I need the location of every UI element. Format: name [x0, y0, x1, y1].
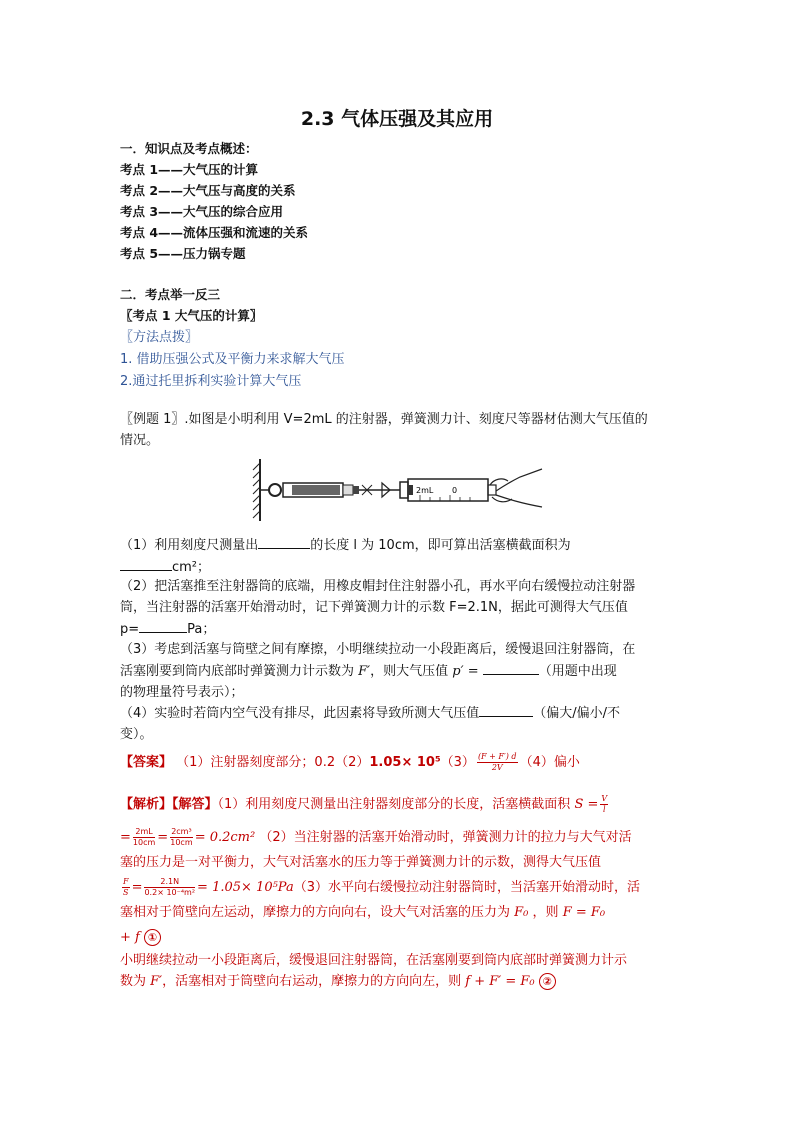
topic-heading: 〖考点 1 大气压的计算〗 [120, 308, 263, 323]
syringe-figure [250, 455, 550, 525]
method-item: 2.通过托里拆利实验计算大气压 [120, 374, 302, 389]
answer-label: 【答案】 [120, 755, 173, 770]
answer-block: 【答案】 （1）注射器刻度部分；0.2（2）1.05× 10⁵（3） $\frac{(F + F') d}{2V}$ （4）偏小 [120, 752, 580, 772]
topic-item: 考点 4——流体压强和流速的关系 [120, 225, 309, 240]
question-1: （1）利用刻度尺测量出 的长度 l 为 10cm，即可算出活塞横截面积为 cm²； [120, 534, 676, 578]
question-4: （4）实验时若筒内空气没有排尽，此因素将导致所测大气压值 （偏大/偏小/不 变）。 [120, 702, 676, 745]
section2-heading: 二．考点举一反三 [120, 287, 221, 302]
section1-heading: 一．知识点及考点概述： [120, 141, 258, 156]
question-2: （2）把活塞推至注射器筒的底端，用橡皮帽封住注射器小孔，再水平向右缓慢拉动注射器 筒，当注射器的活塞开始滑动时，记下弹簧测力计的示数 F=2.1N，据此可测得大气压值 p= Pa； [120, 579, 636, 637]
topic-item: 考点 3——大气压的综合应用 [120, 204, 284, 219]
circled-2: ② [539, 973, 556, 990]
topic-item: 考点 1——大气压的计算 [120, 162, 259, 177]
circled-1: ① [144, 929, 161, 946]
analysis-label: 【解析】【解答】 [120, 797, 218, 812]
method-heading: 〖方法点拨〗 [120, 330, 199, 345]
topic-item: 考点 5——压力锅专题 [120, 246, 246, 261]
analysis-block: 【解析】【解答】（1）利用刻度尺测量出注射器刻度部分的长度，活塞横截面积 S = $\frac{V}{l}$ = $\frac{2mL}{10cm}$ = $\frac{\text{2cm³}}{10cm}$ = 0.2cm² （2）当注射器的活塞开始滑动时，弹簧测力计的拉力与大气对活 塞的压力是一对平衡力，大气对活塞水的压力等于弹簧测力计的示数，测得大气压值 $\frac{F}{S}$ = $\frac{2.1N}{\text{0.2× 10⁻⁴m²}}$ = 1.05× 10⁵Pa（3）水平向右缓慢拉动注射器筒时，当活塞开始滑动时，活 塞相对于简壁向左运动，摩擦力的方向向右，设大气对活塞的压力为 F₀ ，则 F = F₀ + f ① 小明继续拉动一小段距离后，缓慢退回注射器筒，在活塞刚要到筒内底部时弹簧测力计示 数为 F′，活塞相对于筒壁向右运动，摩擦力的方向向左，则 f + F′ = F₀ ② [120, 794, 640, 989]
syringe-volume-label: 2mL [416, 486, 434, 495]
page-title: 2.3 气体压强及其应用 [300, 108, 494, 130]
topic-item: 考点 2——大气压与高度的关系 [120, 183, 296, 198]
syringe-zero-label: 0 [452, 486, 458, 495]
question-3: （3）考虑到活塞与筒壁之间有摩擦，小明继续拉动一小段距离后，缓慢退回注射器筒，在 活塞刚要到筒内底部时弹簧测力计示数为 F′，则大气压值 p′ = （用题中出现 的物理量符号表示）； [120, 642, 636, 700]
method-item: 1. 借助压强公式及平衡力来求解大气压 [120, 352, 345, 367]
example-intro: 〖例题 1〗.如图是小明利用 V=2mL 的注射器，弹簧测力计、刻度尺等器材估测大气压值的 情况。 [120, 412, 648, 448]
answer-fraction: $\frac{(F + F') d}{2V}$ [477, 752, 517, 772]
